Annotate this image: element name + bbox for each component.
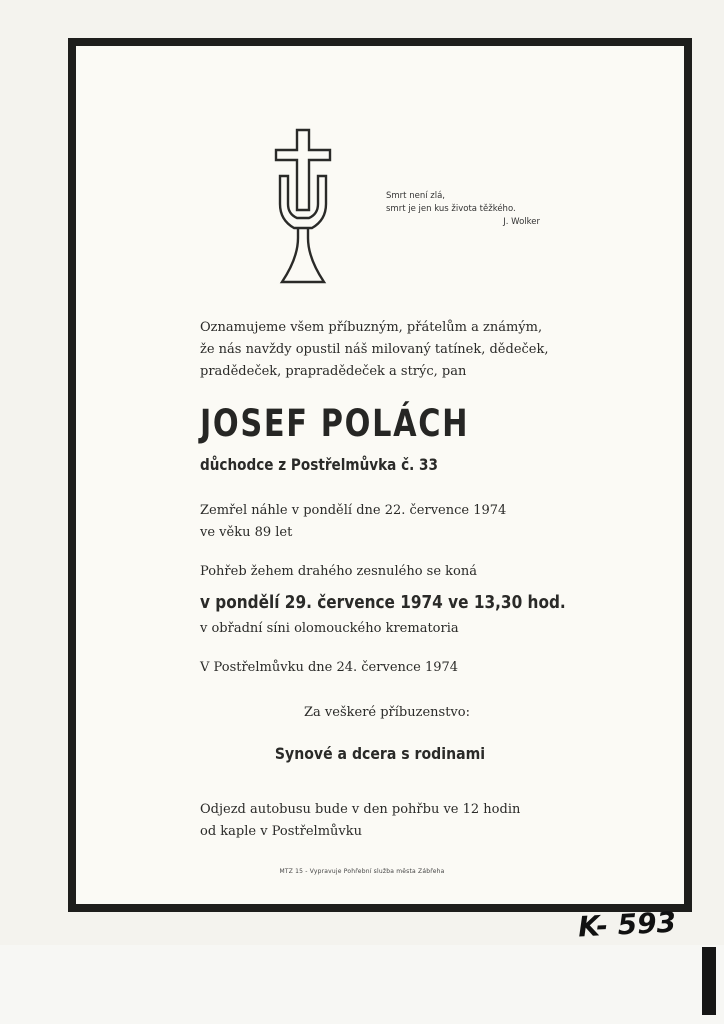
signatories: Synové a dcera s rodinami [274, 744, 486, 763]
death-line: Zemřel náhle v pondělí dne 22. července 1974 [200, 503, 507, 518]
for-family-text: Za veškeré příbuzenstvo: [304, 705, 470, 720]
funeral-place [200, 618, 459, 640]
motto-line: Smrt není zlá, [386, 191, 446, 201]
bus-line: od kaple v Postřelmůvku [200, 824, 362, 839]
funeral-place-line: v obřadní síni olomouckého krematoria [200, 621, 459, 636]
bus-departure-note [200, 799, 520, 843]
announcement-intro [200, 317, 549, 383]
intro-line: že nás navždy opustil náš milovaný tatínek, dědeček, [200, 342, 549, 357]
motto-quote [386, 190, 546, 229]
bus-line: Odjezd autobusu bude v den pohřbu ve 12 hodin [200, 802, 521, 817]
death-details [200, 500, 506, 544]
deceased-occupation: důchodce z Postřelmůvka č. 33 [200, 455, 438, 474]
death-line: ve věku 89 let [200, 525, 293, 540]
obituary-frame [68, 38, 692, 912]
funeral-intro-line: Pohřeb žehem drahého zesnulého se koná [200, 564, 477, 579]
funeral-intro [200, 561, 477, 583]
archive-number: K- 593 [577, 905, 677, 944]
deceased-name: JOSEF POLÁCH [200, 402, 470, 445]
scan-edge-mark [702, 947, 716, 1015]
cross-chalice-icon [270, 128, 336, 288]
intro-line: pradědeček, prapradědeček a strýc, pan [200, 364, 467, 379]
funeral-date: v pondělí 29. července 1974 ve 13,30 hod. [200, 592, 566, 613]
intro-line: Oznamujeme všem příbuzným, přátelům a známým, [200, 320, 543, 335]
printer-credit: MTZ 15 - Vypravuje Pohřební služba města Zábřeha [279, 868, 445, 875]
motto-line: smrt je jen kus života těžkého. [386, 204, 516, 214]
place-and-date [200, 657, 458, 679]
dated-line: V Postřelmůvku dne 24. července 1974 [200, 660, 459, 675]
for-family-label [0, 705, 724, 720]
motto-author: J. Wolker [503, 217, 540, 227]
